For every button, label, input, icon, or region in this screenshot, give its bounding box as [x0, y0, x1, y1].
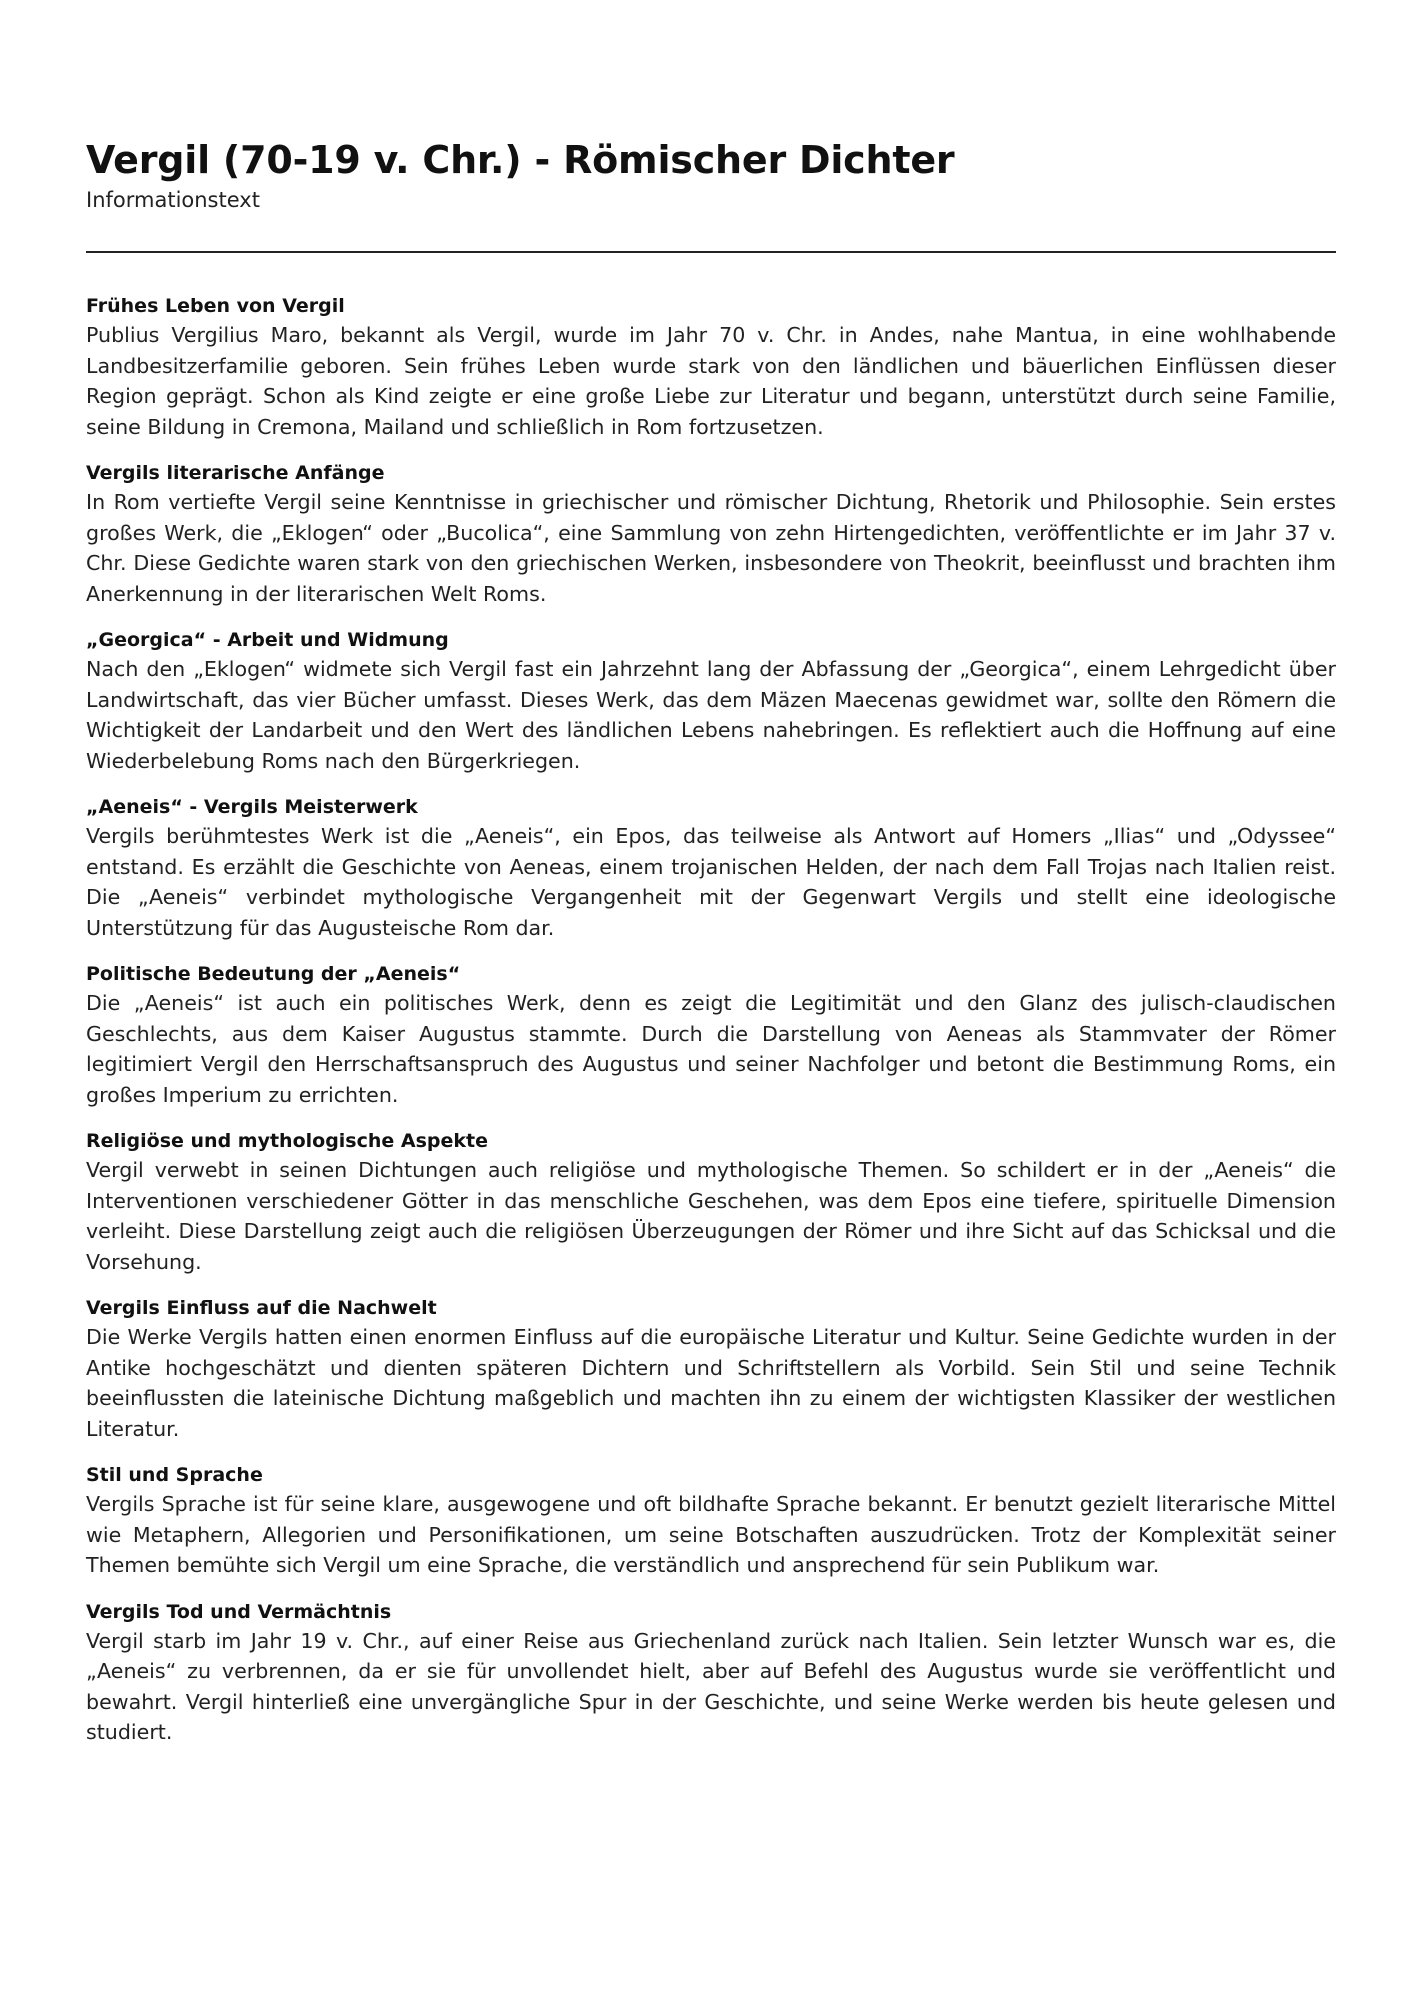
section-body: Vergils Sprache ist für seine klare, ausgewogene und oft bildhafte Sprache bekannt. Er benutzt gezielt literarische Mittel wie Metaphern, Allegorien und Personifikationen, um seine Botschaften auszudrücken. Trotz der Komplexität seiner Themen bemühte sich Vergil um eine Sprache, die verständlich und ansprechend für sein Publikum war.	[86, 1492, 1336, 1577]
section-heading: Vergils Einfluss auf die Nachwelt	[86, 1297, 437, 1319]
section-stil-sprache	[86, 1462, 1336, 1581]
section-heading: Frühes Leben von Vergil	[86, 295, 345, 317]
section-fruehes-leben	[86, 293, 1336, 442]
section-literarische-anfaenge	[86, 460, 1336, 609]
document-page	[86, 136, 1336, 1766]
document-subtitle: Informationstext	[86, 188, 260, 212]
section-body: Vergils berühmtestes Werk ist die „Aeneis“, ein Epos, das teilweise als Antwort auf Homers „Ilias“ und „Odyssee“ entstand. Es erzählt die Geschichte von Aeneas, einem trojanischen Helden, der nach dem Fall Trojas nach Italien reist. Die „Aeneis“ verbindet mythologische Vergangenheit mit der Gegenwart Vergils und stellt eine ideologische Unterstützung für das Augusteische Rom dar.	[86, 824, 1336, 940]
section-georgica	[86, 627, 1336, 776]
title-divider	[86, 251, 1336, 253]
section-heading: Stil und Sprache	[86, 1464, 263, 1486]
section-heading: Vergils literarische Anfänge	[86, 462, 385, 484]
section-body: In Rom vertiefte Vergil seine Kenntnisse in griechischer und römischer Dichtung, Rhetorik und Philosophie. Sein erstes großes Werk, die „Eklogen“ oder „Bucolica“, eine Sammlung von zehn Hirtengedichten, veröffentlichte er im Jahr 37 v. Chr. Diese Gedichte waren stark von den griechischen Werken, insbesondere von Theokrit, beeinflusst und brachten ihm Anerkennung in der literarischen Welt Roms.	[86, 490, 1336, 606]
section-body: Vergil verwebt in seinen Dichtungen auch religiöse und mythologische Themen. So schildert er in der „Aeneis“ die Interventionen verschiedener Götter in das menschliche Geschehen, was dem Epos eine tiefere, spirituelle Dimension verleiht. Diese Darstellung zeigt auch die religiösen Überzeugungen der Römer und ihre Sicht auf das Schicksal und die Vorsehung.	[86, 1158, 1336, 1274]
section-heading: Politische Bedeutung der „Aeneis“	[86, 963, 461, 985]
section-body: Publius Vergilius Maro, bekannt als Vergil, wurde im Jahr 70 v. Chr. in Andes, nahe Mantua, in eine wohlhabende Landbesitzerfamilie geboren. Sein frühes Leben wurde stark von den ländlichen und bäuerlichen Einflüssen dieser Region geprägt. Schon als Kind zeigte er eine große Liebe zur Literatur und begann, unterstützt durch seine Familie, seine Bildung in Cremona, Mailand und schließlich in Rom fortzusetzen.	[86, 323, 1336, 439]
section-tod-vermaechtnis	[86, 1599, 1336, 1748]
section-body: Nach den „Eklogen“ widmete sich Vergil fast ein Jahrzehnt lang der Abfassung der „Georgica“, einem Lehrgedicht über Landwirtschaft, das vier Bücher umfasst. Dieses Werk, das dem Mäzen Maecenas gewidmet war, sollte den Römern die Wichtigkeit der Landarbeit und den Wert des ländlichen Lebens nahebringen. Es reflektiert auch die Hoffnung auf eine Wiederbelebung Roms nach den Bürgerkriegen.	[86, 657, 1336, 773]
section-einfluss-nachwelt	[86, 1295, 1336, 1444]
section-body: Vergil starb im Jahr 19 v. Chr., auf einer Reise aus Griechenland zurück nach Italien. Sein letzter Wunsch war es, die „Aeneis“ zu verbrennen, da er sie für unvollendet hielt, aber auf Befehl des Augustus wurde sie veröffentlicht und bewahrt. Vergil hinterließ eine unvergängliche Spur in der Geschichte, und seine Werke werden bis heute gelesen und studiert.	[86, 1628, 1336, 1744]
document-title: Vergil (70-19 v. Chr.) - Römischer Dichter	[86, 138, 955, 182]
section-heading: Religiöse und mythologische Aspekte	[86, 1130, 489, 1152]
section-heading: „Georgica“ - Arbeit und Widmung	[86, 629, 449, 651]
section-aeneis-meisterwerk	[86, 794, 1336, 943]
section-body: Die „Aeneis“ ist auch ein politisches Werk, denn es zeigt die Legitimität und den Glanz des julisch-claudischen Geschlechts, aus dem Kaiser Augustus stammte. Durch die Darstellung von Aeneas als Stammvater der Römer legitimiert Vergil den Herrschaftsanspruch des Augustus und seiner Nachfolger und betont die Bestimmung Roms, ein großes Imperium zu errichten.	[86, 991, 1336, 1107]
section-heading: „Aeneis“ - Vergils Meisterwerk	[86, 796, 418, 818]
section-politische-bedeutung	[86, 961, 1336, 1110]
section-heading: Vergils Tod und Vermächtnis	[86, 1600, 392, 1623]
section-body: Die Werke Vergils hatten einen enormen Einfluss auf die europäische Literatur und Kultur. Seine Gedichte wurden in der Antike hochgeschätzt und dienten späteren Dichtern und Schriftstellern als Vorbild. Sein Stil und seine Technik beeinflussten die lateinische Dichtung maßgeblich und machten ihn zu einem der wichtigsten Klassiker der westlichen Literatur.	[86, 1325, 1336, 1441]
section-religioese-aspekte	[86, 1128, 1336, 1277]
